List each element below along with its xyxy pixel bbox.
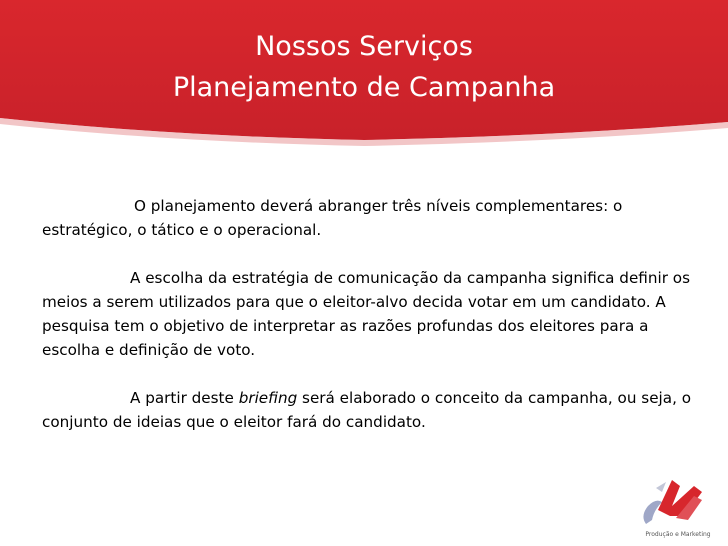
title-line-1: Nossos Serviços — [255, 31, 473, 62]
slide-title — [0, 26, 728, 108]
title-line-2: Planejamento de Campanha — [172, 72, 556, 103]
paragraph-3: A partir deste briefing será elaborado o conceito da campanha, ou seja, o conjunto de ideias que o eleitor fará do candidato. — [42, 389, 692, 431]
paragraph-2: A escolha da estratégia de comunicação da campanha significa definir os meios a serem utilizados para que o eleitor-alvo decida votar em um candidato. A pesquisa tem o objetivo de interpretar as razões profundas dos eleitores para a escolha e definição de voto. — [42, 269, 690, 359]
slide-body — [42, 194, 692, 458]
logo-caption: Produção e Marketing — [645, 531, 711, 538]
briefing-term: briefing — [238, 389, 298, 407]
paragraph-1: O planejamento deverá abranger três níveis complementares: o estratégico, o tático e o operacional. — [42, 197, 623, 239]
